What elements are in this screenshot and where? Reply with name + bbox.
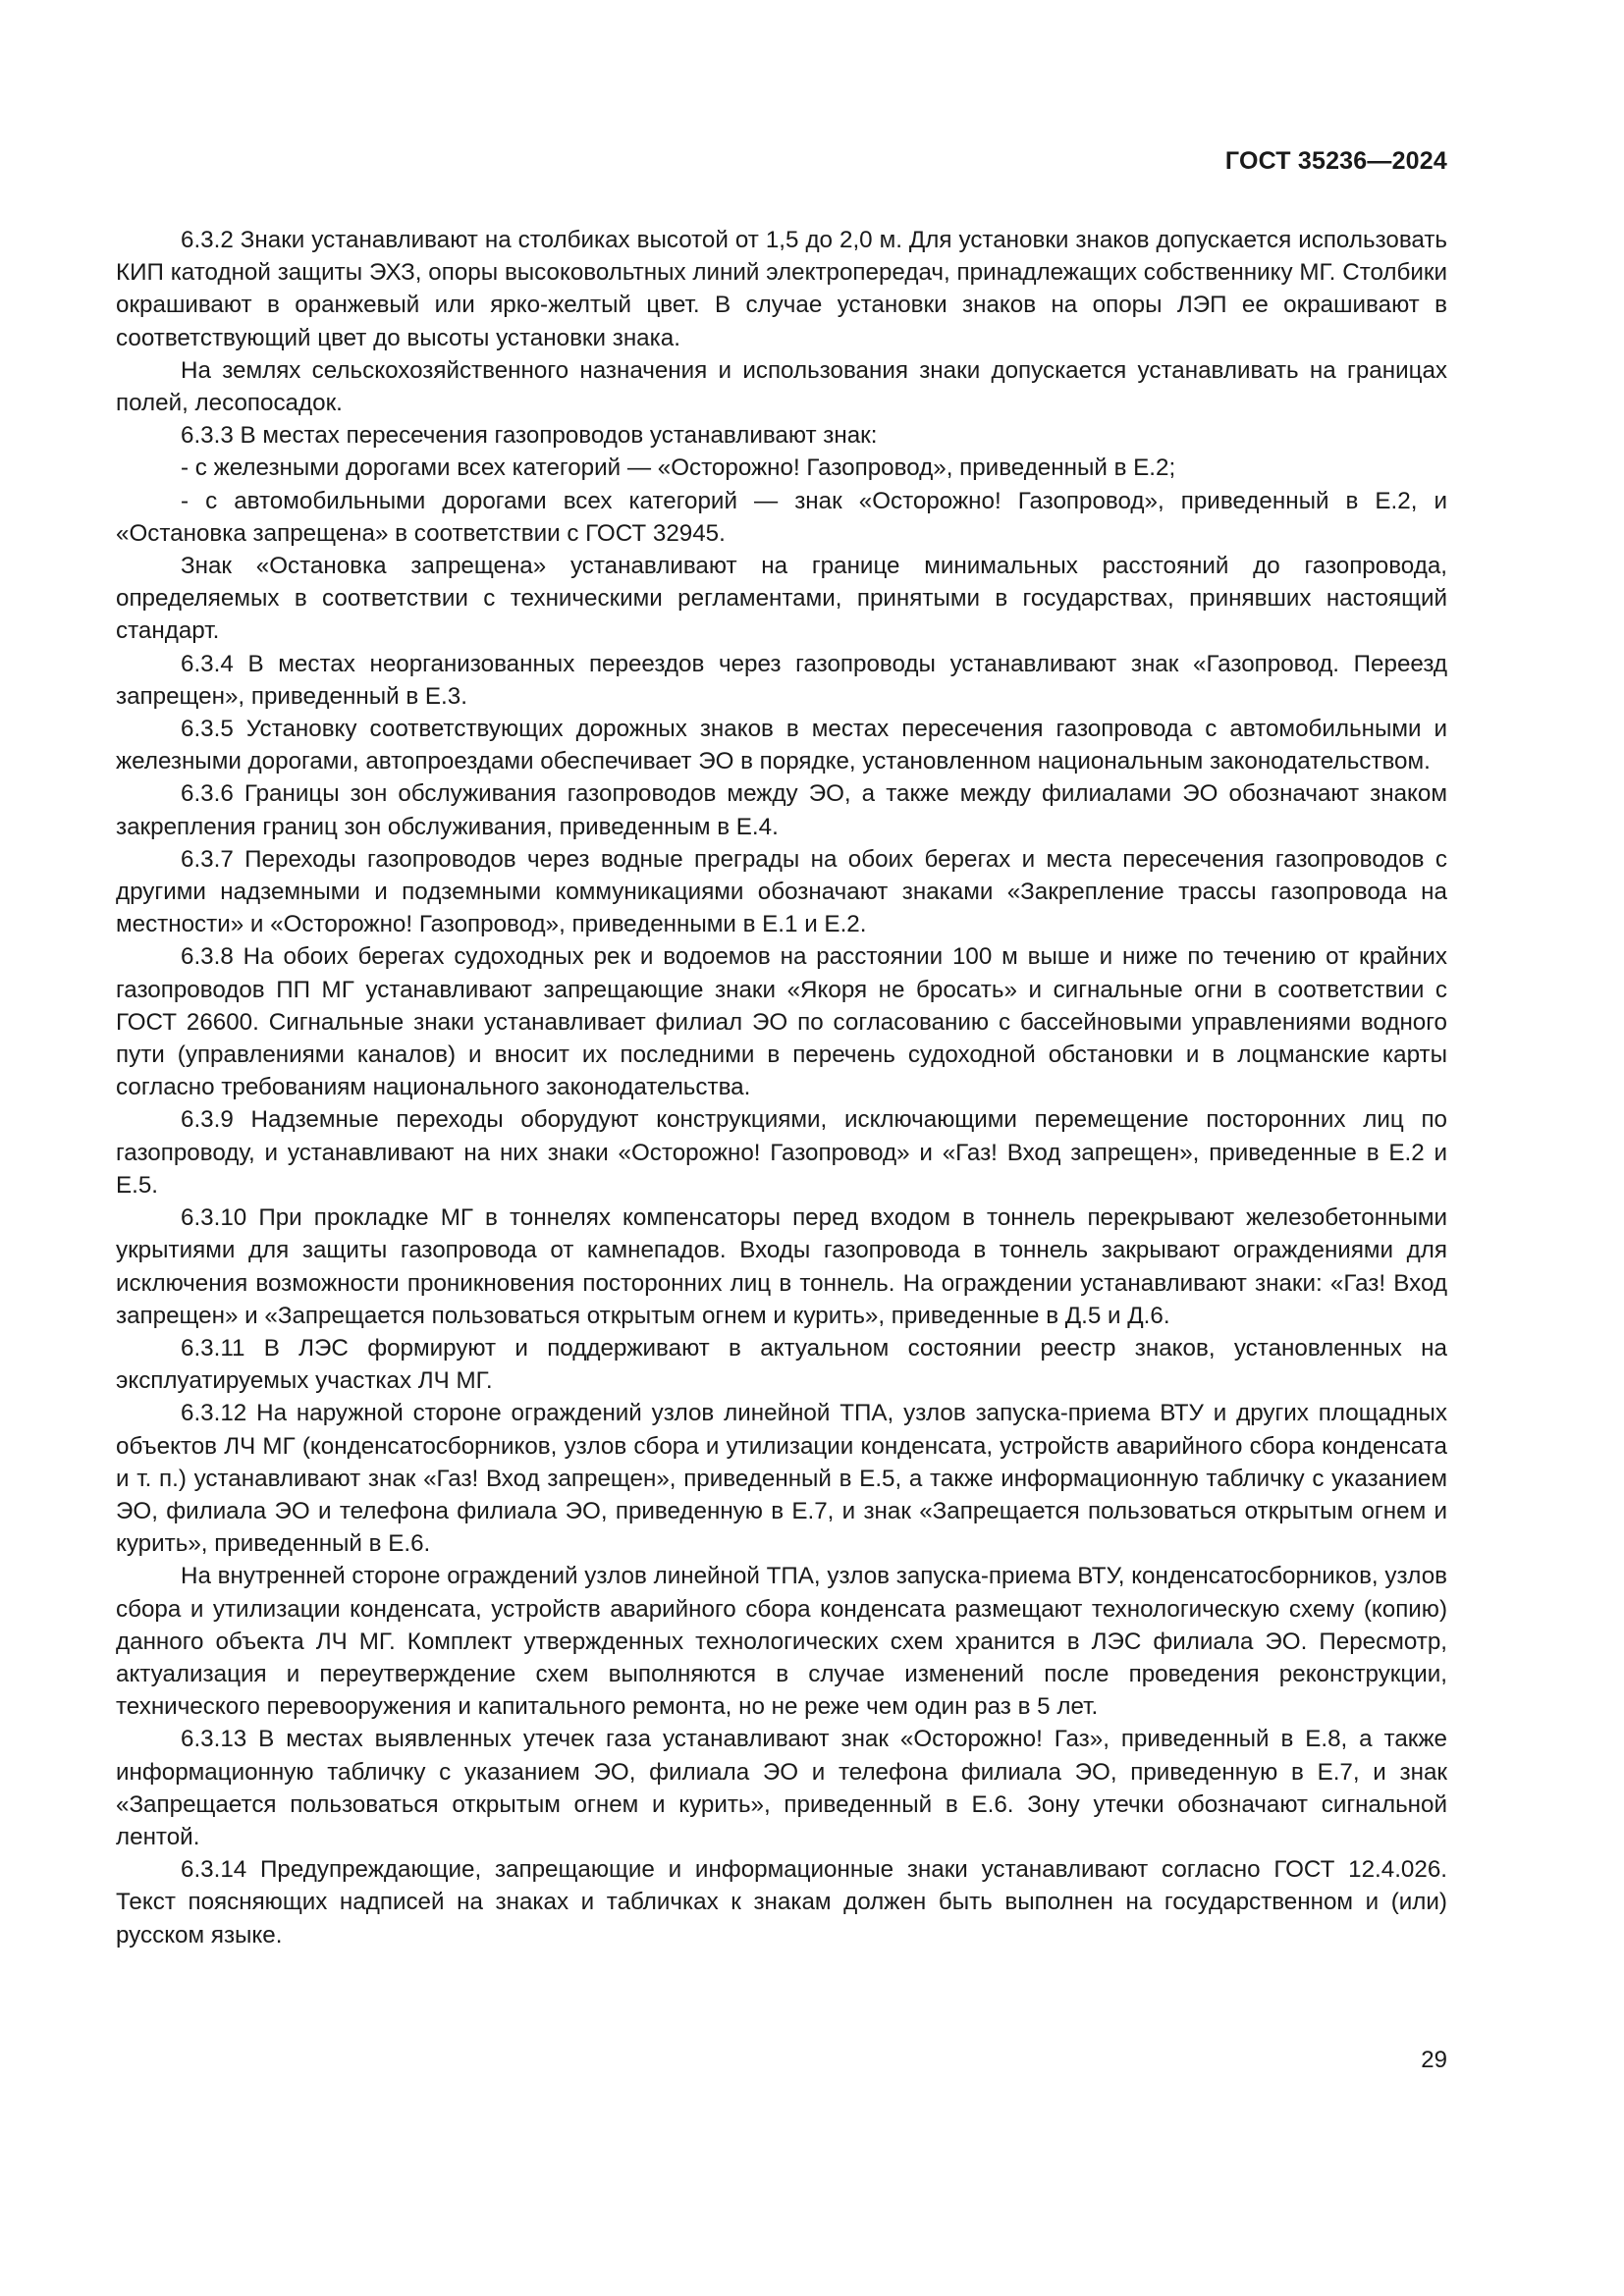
paragraph-6-3-3: 6.3.3 В местах пересечения газопроводов устанавливают знак: (181, 422, 878, 450)
paragraph-6-3-13: 6.3.13 В местах выявленных утечек газа устанавливают знак «Осторожно! Газ», приведенный в Е.8, а также информационную табличку с указанием ЭО, филиала ЭО и телефона филиала ЭО, приведенную в Е.7, и знак «Запрещается пользоваться открытым огнем и курить», приведенный в Е.6. Зону утечки обозначают сигнальной лентой. (116, 1726, 1447, 1850)
list-item-railways: - с железными дорогами всех категорий — «Осторожно! Газопровод», приведенный в Е.2; (181, 454, 1176, 482)
paragraph-6-3-9: 6.3.9 Надземные переходы оборудуют конструкциями, исключающими перемещение посторонних лиц по газопроводу, и устанавливают на них знаки «Осторожно! Газопровод» и «Газ! Вход запрещен», приведенные в Е.2 и Е.5. (116, 1106, 1447, 1199)
paragraph-inner-fence-side: На внутренней стороне ограждений узлов линейной ТПА, узлов запуска-приема ВТУ, конденсатосборников, узлов сбора и утилизации конденсата, устройств аварийного сбора конденсата размещают технологическую схему (копию) данного объекта ЛЧ МГ. Комплект утвержденных технологических схем хранится в ЛЭС филиала ЭО. Пересмотр, актуализация и переутверждение схем выполняются в случае изменений после проведения реконструкции, технического перевооружения и капитального ремонта, но не реже чем один раз в 5 лет. (116, 1563, 1447, 1721)
paragraph-6-3-6: 6.3.6 Границы зон обслуживания газопроводов между ЭО, а также между филиалами ЭО обозначают знаком закрепления границ зон обслуживания, приведенным в Е.4. (116, 780, 1447, 840)
document-code-header: ГОСТ 35236—2024 (1224, 147, 1447, 175)
paragraph-6-3-10: 6.3.10 При прокладке МГ в тоннелях компенсаторы перед входом в тоннель перекрывают железобетонными укрытиями для защиты газопровода от камнепадов. Входы газопровода в тоннель закрывают ограждениями для исключения возможности проникновения посторонних лиц в тоннель. На ограждении устанавливают знаки: «Газ! Вход запрещен» и «Запрещается пользоваться открытым огнем и курить», приведенные в Д.5 и Д.6. (116, 1204, 1447, 1329)
list-item-roads: - с автомобильными дорогами всех категорий — знак «Осторожно! Газопровод», приведенный в Е.2, и «Остановка запрещена» в соответствии с ГОСТ 32945. (116, 487, 1447, 547)
paragraph-agricultural-lands: На землях сельскохозяйственного назначения и использования знаки допускается устанавливать на границах полей, лесопосадок. (116, 356, 1447, 417)
paragraph-6-3-7: 6.3.7 Переходы газопроводов через водные преграды на обоих берегах и места пересечения газопроводов с другими надземными и подземными коммуникациями обозначают знаками «Закрепление трассы газопровода на местности» и «Осторожно! Газопровод», приведенными в Е.1 и Е.2. (116, 845, 1447, 938)
paragraph-no-stopping-sign: Знак «Остановка запрещена» устанавливают на границе минимальных расстояний до газопровода, определяемых в соответствии с техническими регламентами, принятыми в государствах, принявших настоящий стандарт. (116, 553, 1447, 645)
paragraph-6-3-4: 6.3.4 В местах неорганизованных переездов через газопроводы устанавливают знак «Газопровод. Переезд запрещен», приведенный в Е.3. (116, 650, 1447, 710)
document-body (116, 224, 1447, 1951)
paragraph-6-3-5: 6.3.5 Установку соответствующих дорожных знаков в местах пересечения газопровода с автомобильными и железными дорогами, автопроездами обеспечивает ЭО в порядке, установленном национальным законодательством. (116, 716, 1447, 775)
page-number: 29 (1421, 2047, 1447, 2073)
paragraph-6-3-2: 6.3.2 Знаки устанавливают на столбиках высотой от 1,5 до 2,0 м. Для установки знаков допускается использовать КИП катодной защиты ЭХЗ, опоры высоковольтных линий электропередач, принадлежащих собственнику МГ. Столбики окрашивают в оранжевый или ярко-желтый цвет. В случае установки знаков на опоры ЛЭП ее окрашивают в соответствующий цвет до высоты установки знака. (116, 227, 1447, 351)
paragraph-6-3-12: 6.3.12 На наружной стороне ограждений узлов линейной ТПА, узлов запуска-приема ВТУ и других площадных объектов ЛЧ МГ (конденсатосборников, узлов сбора и утилизации конденсата, устройств аварийного сбора конденсата и т. п.) устанавливают знак «Газ! Вход запрещен», приведенный в Е.5, а также информационную табличку с указанием ЭО, филиала ЭО и телефона филиала ЭО, приведенную в Е.7, и знак «Запрещается пользоваться открытым огнем и курить», приведенный в Е.6. (116, 1400, 1447, 1558)
paragraph-6-3-8: 6.3.8 На обоих берегах судоходных рек и водоемов на расстоянии 100 м выше и ниже по течению от крайних газопроводов ПП МГ устанавливают запрещающие знаки «Якоря не бросать» и сигнальные огни в соответствии с ГОСТ 26600. Сигнальные знаки устанавливает филиал ЭО по согласованию с бассейновыми управлениями водного пути (управлениями каналов) и вносит их последними в перечень судоходной обстановки и в лоцманские карты согласно требованиям национального законодательства. (116, 943, 1447, 1101)
paragraph-6-3-14: 6.3.14 Предупреждающие, запрещающие и информационные знаки устанавливают согласно ГОСТ 12.4.026. Текст поясняющих надписей на знаках и табличках к знакам должен быть выполнен на государственном и (или) русском языке. (116, 1856, 1447, 1949)
paragraph-6-3-11: 6.3.11 В ЛЭС формируют и поддерживают в актуальном состоянии реестр знаков, установленных на эксплуатируемых участках ЛЧ МГ. (116, 1334, 1447, 1395)
